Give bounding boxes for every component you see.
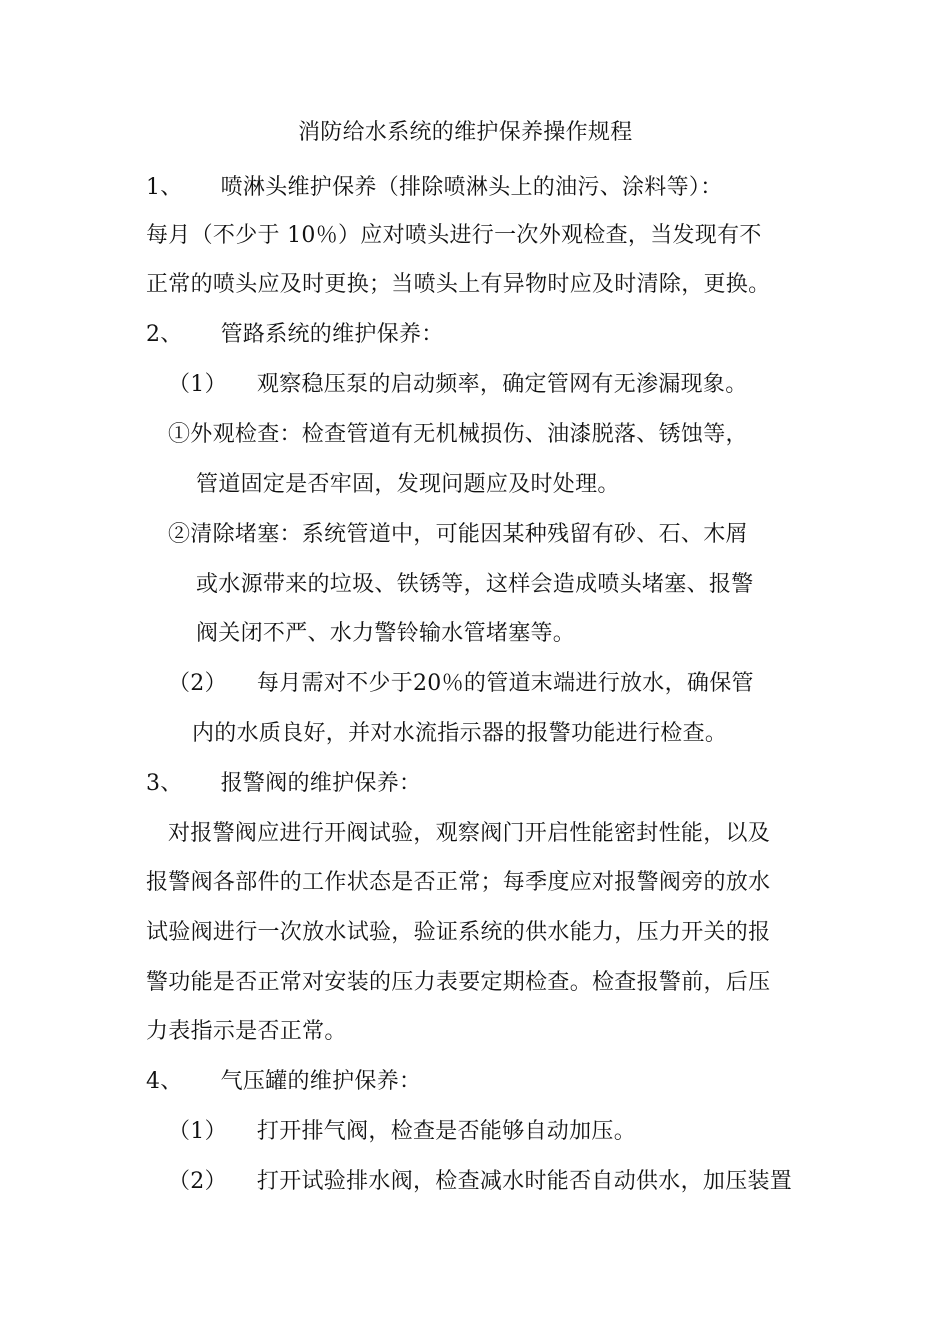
subsection-line (168, 1167, 792, 1197)
paragraph-line: 警功能是否正常对安装的压力表要定期检查。检查报警前，后压 (146, 970, 771, 995)
subsection-text: 打开试验排水阀，检查减水时能否自动供水，加压装置 (256, 1169, 793, 1194)
section-number: 2、 (146, 322, 183, 347)
subsection-number: （1） (168, 372, 227, 397)
paragraph-line: 正常的喷头应及时更换；当喷头上有异物时应及时清除，更换。 (146, 272, 771, 297)
list-item-line: ①外观检查：检查管道有无机械损伤、油漆脱落、锈蚀等， (168, 422, 748, 447)
section-title: 气压罐的维护保养： (220, 1069, 422, 1094)
subsection-text: 打开排气阀，检查是否能够自动加压。 (256, 1119, 637, 1144)
subsection-line (168, 1117, 636, 1147)
paragraph-line: 力表指示是否正常。 (146, 1019, 347, 1044)
list-item-line: 管道固定是否牢固，发现问题应及时处理。 (196, 472, 620, 497)
section-number: 4、 (146, 1069, 183, 1094)
section-title: 管路系统的维护保养： (220, 322, 444, 347)
section-heading-1 (146, 173, 723, 203)
subsection-number: （1） (168, 1119, 227, 1144)
subsection-text: 观察稳压泵的启动频率，确定管网有无渗漏现象。 (256, 372, 748, 397)
section-heading-3 (146, 769, 421, 799)
subsection-line (168, 370, 748, 400)
document-title: 消防给水系统的维护保养操作规程 (298, 120, 633, 145)
section-title: 报警阀的维护保养： (220, 771, 422, 796)
section-title: 喷淋头维护保养（排除喷淋头上的油污、涂料等）： (220, 175, 723, 200)
section-heading-4 (146, 1067, 421, 1097)
paragraph-line: 每月（不少于 10％）应对喷头进行一次外观检查，当发现有不 (146, 223, 762, 248)
paragraph-line: 报警阀各部件的工作状态是否正常；每季度应对报警阀旁的放水 (146, 870, 771, 895)
list-item-line: 或水源带来的垃圾、铁锈等，这样会造成喷头堵塞、报警 (196, 572, 754, 597)
paragraph-line: 内的水质良好，并对水流指示器的报警功能进行检查。 (192, 721, 728, 746)
section-heading-2 (146, 320, 444, 350)
list-item-line: 阀关闭不严、水力警铃输水管堵塞等。 (196, 621, 576, 646)
section-number: 1、 (146, 175, 183, 200)
paragraph-line: 试验阀进行一次放水试验，验证系统的供水能力，压力开关的报 (146, 920, 771, 945)
list-item-line: ②清除堵塞：系统管道中，可能因某种残留有砂、石、木屑 (168, 522, 748, 547)
subsection-text: 每月需对不少于20％的管道末端进行放水，确保管 (256, 671, 754, 696)
paragraph-line: 对报警阀应进行开阀试验，观察阀门开启性能密封性能，以及 (168, 821, 771, 846)
subsection-number: （2） (168, 1169, 227, 1194)
subsection-number: （2） (168, 671, 227, 696)
section-number: 3、 (146, 771, 183, 796)
subsection-line (168, 669, 754, 699)
